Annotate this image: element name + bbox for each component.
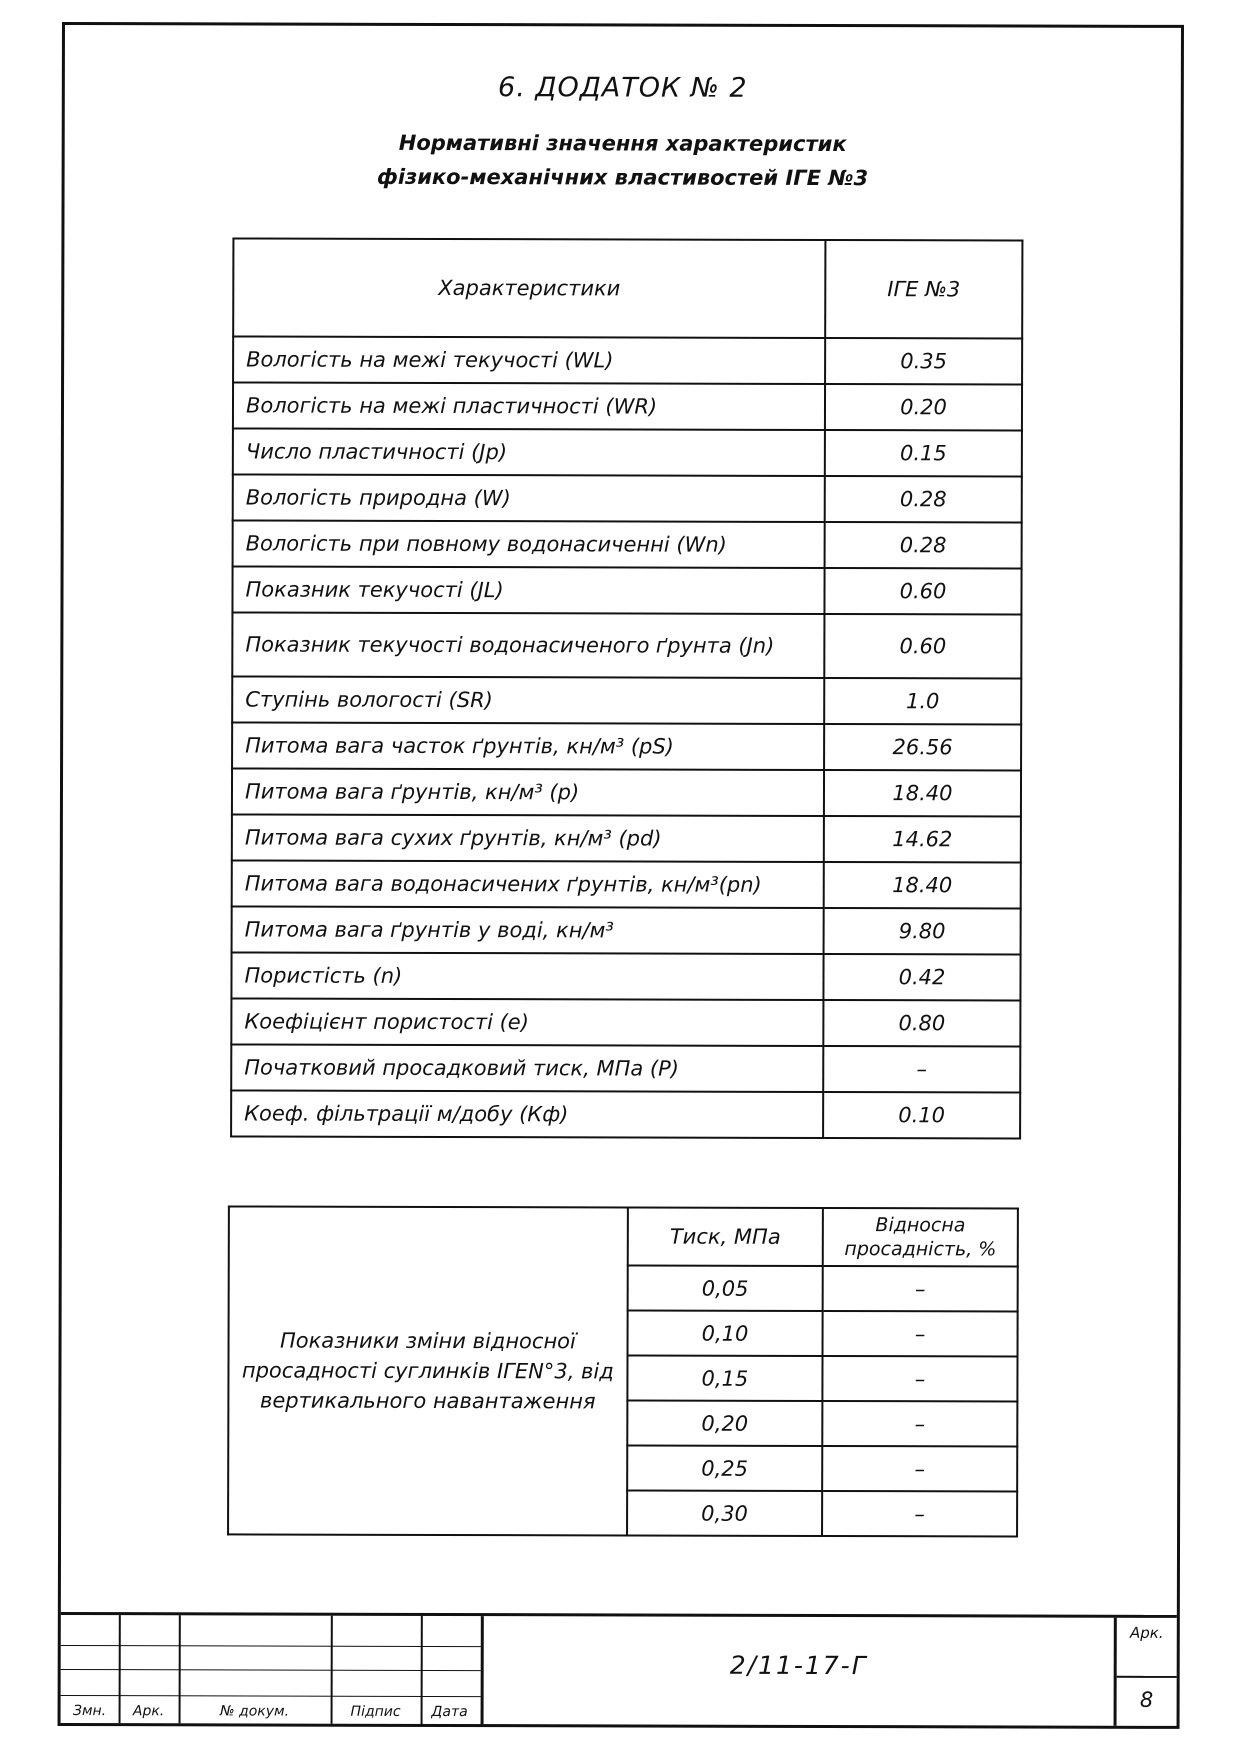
property-value: 0.28	[825, 476, 1022, 523]
subsidence-value: –	[823, 1356, 1018, 1402]
subsidence-value: –	[822, 1401, 1017, 1447]
property-value: 18.40	[824, 862, 1021, 909]
pressure-value: 0,15	[627, 1355, 823, 1401]
property-label: Ступінь вологості (SR)	[232, 676, 824, 724]
properties-table-body	[231, 336, 1022, 1138]
property-value: 0.35	[825, 338, 1022, 385]
property-label: Питома вага сухих ґрунтів, кн/м³ (pd)	[232, 814, 824, 862]
pressure-value: 0,25	[627, 1445, 823, 1491]
property-label: Вологість при повному водонасиченні (Wn)	[233, 520, 825, 568]
property-label: Питома вага ґрунтів у воді, кн/м³	[232, 906, 824, 954]
table-row	[233, 474, 1022, 522]
property-label: Початковий просадковий тиск, МПа (P)	[231, 1044, 823, 1092]
revision-grid	[61, 1615, 484, 1724]
stamp-label: Підпис	[350, 1703, 401, 1720]
property-label: Коеф. фільтрації м/добу (Кф)	[231, 1090, 823, 1138]
subsidence-value: –	[822, 1491, 1017, 1537]
property-value: 9.80	[824, 908, 1021, 955]
table-row	[232, 676, 1021, 724]
property-label: Пористість (n)	[231, 952, 823, 1000]
property-label: Вологість на межі текучості (WL)	[233, 336, 825, 384]
property-label: Питома вага водонасичених ґрунтів, кн/м³(pn)	[232, 860, 824, 908]
header-pressure: Тиск, МПа	[628, 1207, 824, 1266]
pressure-value: 0,10	[627, 1310, 823, 1356]
subsidence-table	[227, 1205, 1019, 1537]
subsidence-header-row	[229, 1206, 1018, 1266]
property-value: 0.28	[825, 522, 1022, 569]
table-row	[231, 1044, 1020, 1092]
table-row	[233, 382, 1022, 430]
table-row	[231, 998, 1020, 1046]
subheading-line-1: Нормативні значення характеристик	[398, 130, 847, 157]
table-row	[232, 906, 1021, 954]
table-header-row	[233, 238, 1022, 338]
property-value: 14.62	[824, 816, 1021, 863]
property-value: 0.60	[824, 568, 1021, 615]
page-heading: 6. ДОДАТОК № 2	[497, 72, 748, 104]
table-row	[232, 860, 1021, 908]
property-label: Вологість на межі пластичності (WR)	[233, 382, 825, 430]
properties-table	[230, 237, 1023, 1139]
property-value: 0.80	[823, 1000, 1020, 1047]
table-row	[233, 428, 1022, 476]
pressure-value: 0,05	[627, 1265, 823, 1311]
sheet-number: 8	[1117, 1676, 1177, 1712]
subsidence-value: –	[822, 1446, 1017, 1492]
stamp-label: № докум.	[220, 1703, 290, 1720]
property-label: Коефіцієнт пористості (e)	[231, 998, 823, 1046]
table-row	[232, 722, 1021, 770]
pressure-value: 0,30	[627, 1490, 823, 1536]
pressure-value: 0,20	[627, 1400, 823, 1446]
drawing-frame	[58, 22, 1184, 1729]
table-row	[231, 1090, 1020, 1138]
table-row	[231, 952, 1020, 1000]
property-value: 0.10	[823, 1092, 1020, 1139]
property-label: Показник текучості (JL)	[232, 566, 824, 614]
page-subheading	[65, 125, 1181, 196]
sheet-label: Арк.	[1129, 1623, 1164, 1642]
header-characteristics: Характеристики	[233, 238, 825, 338]
stamp-label: Арк.	[132, 1703, 165, 1720]
stamp-label: Дата	[431, 1703, 468, 1721]
subsidence-table-body	[228, 1206, 1018, 1536]
property-value: –	[823, 1046, 1020, 1093]
property-value: 0.60	[824, 614, 1021, 679]
property-value: 0.20	[825, 384, 1022, 431]
property-label: Вологість природна (W)	[233, 474, 825, 522]
sheet-box	[1114, 1618, 1177, 1726]
property-value: 0.42	[823, 954, 1020, 1001]
table-row	[233, 520, 1022, 568]
subsidence-value: –	[823, 1266, 1018, 1312]
title-block	[61, 1612, 1177, 1726]
property-label: Показник текучості водонасиченого ґрунта (Jn)	[232, 612, 824, 678]
table-row	[232, 814, 1021, 862]
property-label: Питома вага часток ґрунтів, кн/м³ (pS)	[232, 722, 824, 770]
subsidence-value: –	[823, 1311, 1018, 1357]
stamp-label: Змн.	[72, 1703, 107, 1720]
property-value: 1.0	[824, 678, 1021, 725]
header-subsidence: Відносна просадність, %	[823, 1208, 1018, 1267]
property-value: 26.56	[824, 724, 1021, 771]
table-row	[232, 566, 1021, 614]
subsidence-description: Показники зміни відносної просадності суглинків ІГЕN°3, від вертикального навантаження	[228, 1206, 628, 1535]
property-value: 18.40	[824, 770, 1021, 817]
table-row	[233, 336, 1022, 384]
document-number: 2/11-17-Г	[729, 1650, 868, 1681]
property-label: Питома вага ґрунтів, кн/м³ (p)	[232, 768, 824, 816]
header-ige: ІГЕ №3	[825, 240, 1022, 339]
table-row	[232, 768, 1021, 816]
property-value: 0.15	[825, 430, 1022, 477]
table-row	[232, 612, 1021, 678]
subheading-line-2: фізико-механічних властивостей ІГЕ №3	[376, 164, 869, 191]
property-label: Число пластичності (Jp)	[233, 428, 825, 476]
